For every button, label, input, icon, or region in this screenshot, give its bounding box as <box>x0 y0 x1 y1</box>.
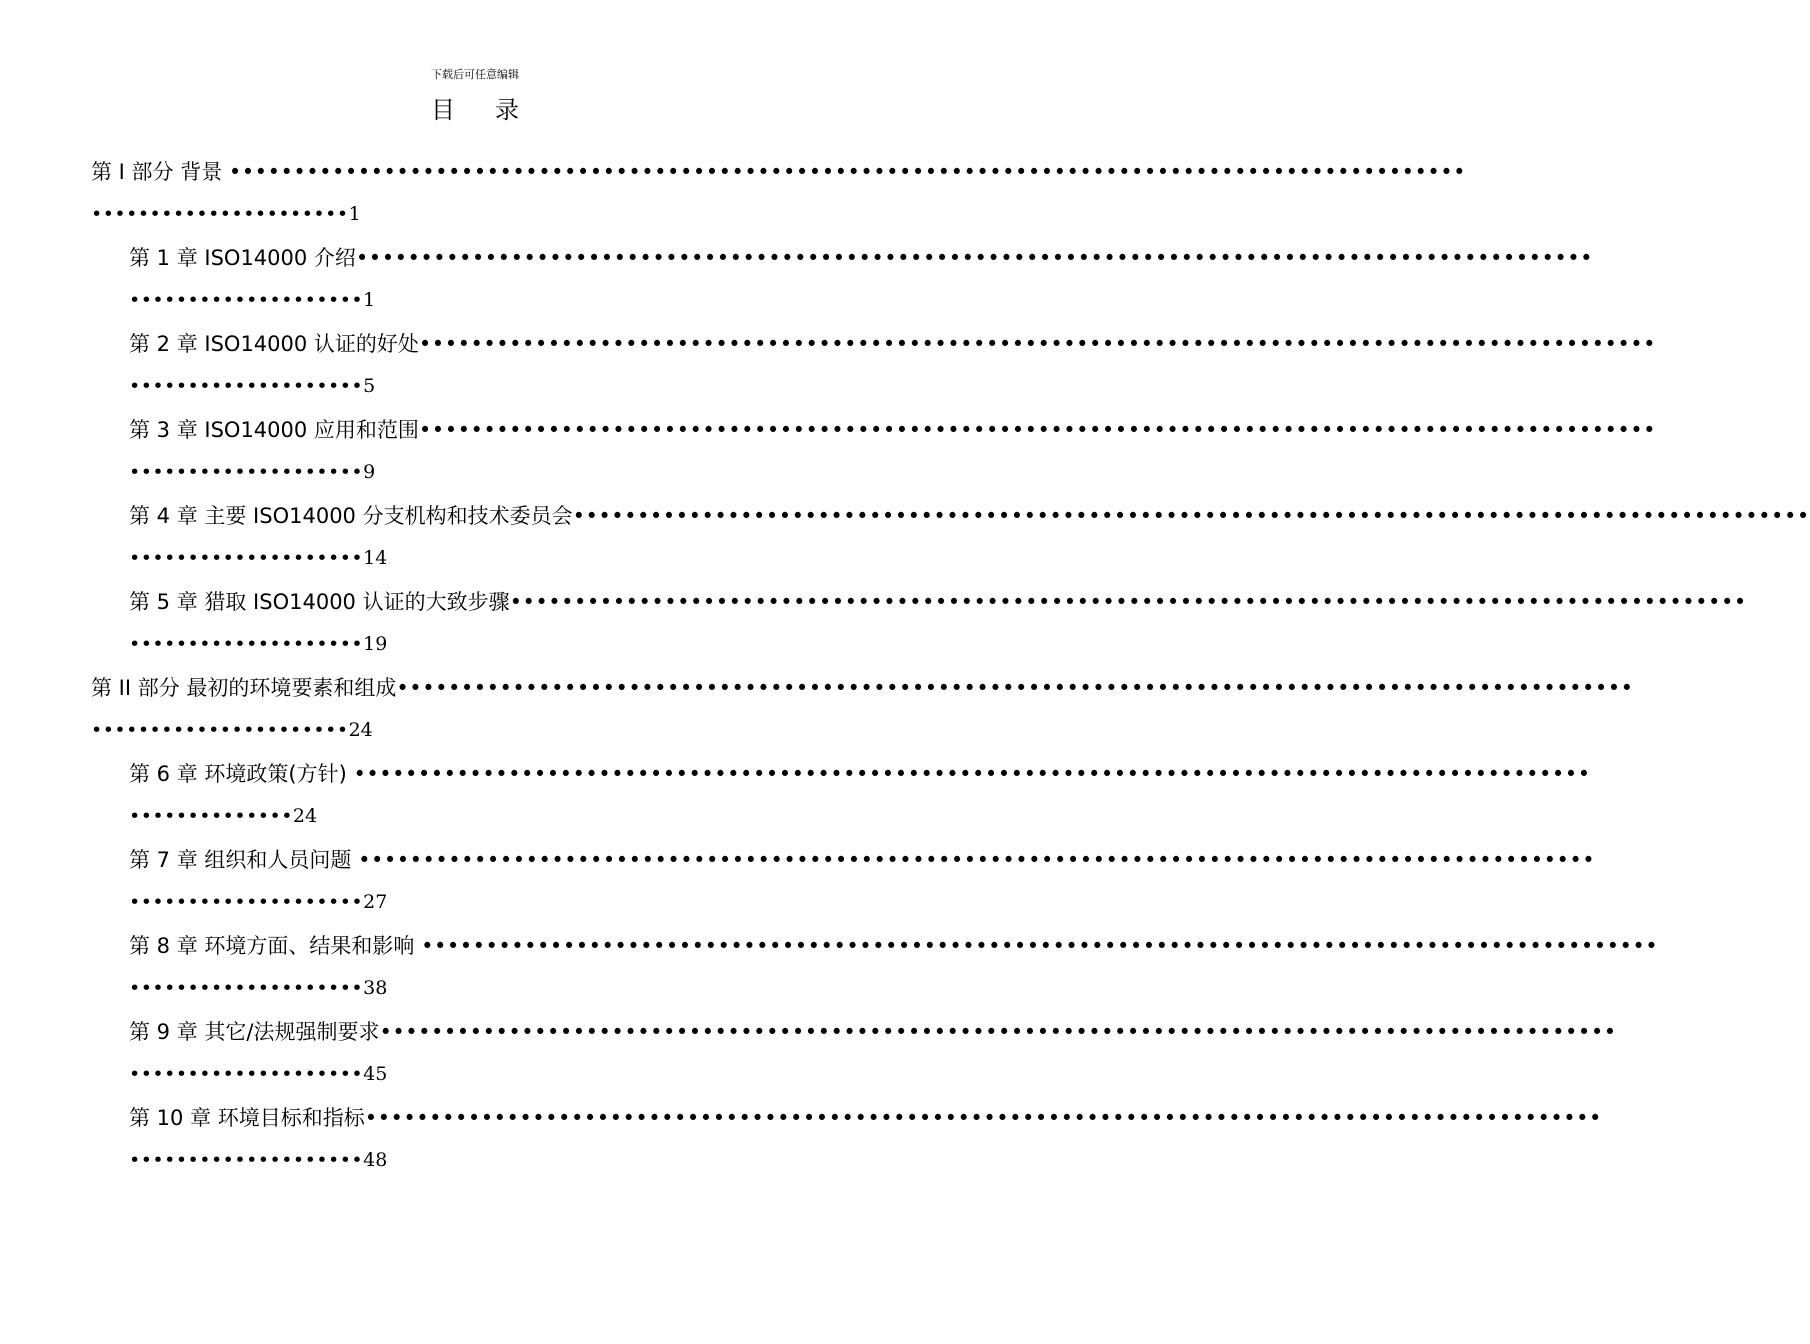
toc-entry-label: 第 II 部分 最初的环境要素和组成 <box>91 676 397 700</box>
leader-dots: •••••••••••••••••••••• <box>91 719 349 741</box>
leader-dots: •••••••••••••••••••••••••••••••••••••••••••••••••••••••••••••••••••••••••••••••••••••••••••••••• <box>421 934 1659 958</box>
toc-entry-page: 14 <box>363 547 388 569</box>
leader-dots: •••••••••••••••••••••••••••••••••••••••••••••••••••••••••••••••••••••••••••••••••••••••••••••••• <box>396 676 1634 700</box>
toc-entry-label: 第 2 章 ISO14000 认证的好处 <box>129 332 419 356</box>
toc-entry-label: 第 4 章 主要 ISO14000 分支机构和技术委员会 <box>129 504 573 528</box>
leader-dots: •••••••••••••• <box>129 805 293 827</box>
leader-dots: •••••••••••••••••••••••••••••••••••••••••••••••••••••••••••••••••••••••••••••••••••••••••••••••• <box>379 1020 1617 1044</box>
leader-dots: •••••••••••••••••••••••••••••••••••••••••••••••••••••••••••••••••••••••••••••••••••••••••••••••• <box>228 160 1467 184</box>
toc-entry-page: 48 <box>363 1149 388 1171</box>
toc-entry-page: 1 <box>348 203 361 225</box>
leader-dots: •••••••••••••••••••• <box>129 547 364 569</box>
toc-entry-page: 24 <box>348 719 373 741</box>
leader-dots: •••••••••••••••••••••• <box>91 203 349 225</box>
toc-entry-label: 第 6 章 环境政策(方针) <box>129 762 354 786</box>
toc-entry-label: 第 7 章 组织和人员问题 <box>129 848 359 872</box>
toc-entry-label: 第 I 部分 背景 <box>91 160 229 184</box>
leader-dots: •••••••••••••••••••••••••••••••••••••••••••••••••••••••••••••••••••••••••••••••••••••••••••••••• <box>418 418 1657 442</box>
leader-dots: •••••••••••••••••••••••••••••••••••••••••••••••••••••••••••••••••••••••••••••••••••••••••••••••• <box>572 504 1810 528</box>
toc-entry-label: 第 9 章 其它/法规强制要求 <box>129 1020 380 1044</box>
leader-dots: •••••••••••••••••••••••••••••••••••••••••••••••••••••••••••••••••••••••••••••••••••••••••••••••• <box>353 762 1591 786</box>
leader-dots: •••••••••••••••••••• <box>129 1063 364 1085</box>
leader-dots: •••••••••••••••••••• <box>129 375 364 397</box>
leader-dots: •••••••••••••••••••• <box>129 633 364 655</box>
toc-entry-page: 5 <box>363 375 376 397</box>
leader-dots: •••••••••••••••••••••••••••••••••••••••••••••••••••••••••••••••••••••••••••••••••••••••••••••••• <box>355 246 1594 270</box>
toc-entry-page: 38 <box>363 977 388 999</box>
leader-dots: •••••••••••••••••••• <box>129 977 364 999</box>
leader-dots: •••••••••••••••••••••••••••••••••••••••••••••••••••••••••••••••••••••••••••••••••••••••••••••••• <box>509 590 1747 614</box>
header-note: 下载后可任意编辑 <box>431 68 519 81</box>
leader-dots: •••••••••••••••••••• <box>129 1149 364 1171</box>
toc-title: 目录 <box>431 96 559 124</box>
toc-entry-page: 19 <box>363 633 388 655</box>
leader-dots: •••••••••••••••••••••••••••••••••••••••••••••••••••••••••••••••••••••••••••••••••••••••••••••••• <box>358 848 1596 872</box>
leader-dots: •••••••••••••••••••• <box>129 891 364 913</box>
leader-dots: •••••••••••••••••••• <box>129 461 364 483</box>
toc-entry-label: 第 5 章 猎取 ISO14000 认证的大致步骤 <box>129 590 510 614</box>
toc-entry-page: 45 <box>363 1063 388 1085</box>
leader-dots: •••••••••••••••••••••••••••••••••••••••••••••••••••••••••••••••••••••••••••••••••••••••••••••••• <box>364 1106 1602 1130</box>
toc-entry-page: 24 <box>292 805 318 827</box>
toc-entry-page: 1 <box>363 289 376 311</box>
toc-entry-label: 第 3 章 ISO14000 应用和范围 <box>129 418 419 442</box>
toc-entry-page: 27 <box>363 891 388 913</box>
toc-entry-label: 第 8 章 环境方面、结果和影响 <box>129 934 422 958</box>
leader-dots: •••••••••••••••••••• <box>129 289 364 311</box>
toc-entry-label: 第 1 章 ISO14000 介绍 <box>129 246 356 270</box>
leader-dots: •••••••••••••••••••••••••••••••••••••••••••••••••••••••••••••••••••••••••••••••••••••••••••••••• <box>418 332 1657 356</box>
toc-entry-page: 9 <box>363 461 376 483</box>
toc-entry-label: 第 10 章 环境目标和指标 <box>129 1106 365 1130</box>
